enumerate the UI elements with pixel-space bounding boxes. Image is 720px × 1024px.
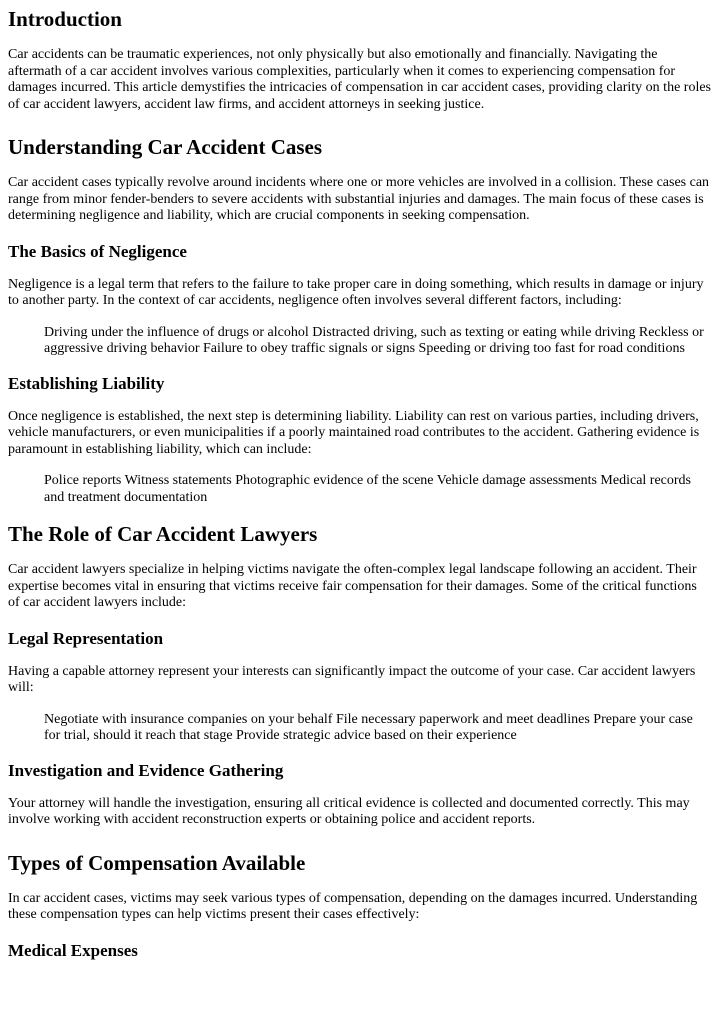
paragraph-understanding-cases: Car accident cases typically revolve around incidents where one or more vehicles are involved in a collision. These cases can range from minor fender-benders to severe accidents with substantial injuries and damages. The main focus of these cases is determining negligence and liability, which are crucial components in seeking compensation.: [8, 175, 710, 223]
paragraph-introduction: Car accidents can be traumatic experiences, not only physically but also emotionally and financially. Navigating the aftermath of a car accident involves various complexities, particularly when it comes to experiencing compensation for damages incurred. This article demystifies the intricacies of compensation in car accident cases, providing clarity on the roles of car accident lawyers, accident law firms, and accident attorneys in seeking justice.: [8, 47, 711, 112]
paragraph-compensation-types: In car accident cases, victims may seek various types of compensation, depending on the damages incurred. Understanding these compensation types can help victims present their cases effectively:: [8, 890, 698, 922]
list-lawyer-duties: Negotiate with insurance companies on your behalf File necessary paperwork and meet deadlines Prepare your case for trial, should it reach that stage Provide strategic advice based on their experience: [44, 711, 693, 743]
heading-introduction: Introduction: [8, 7, 122, 31]
article: [0, 7, 720, 961]
paragraph-lawyers-role: Car accident lawyers specialize in helping victims navigate the often-complex legal landscape following an accident. Their expertise becomes vital in ensuring that victims receive fair compensation for their damages. Some of the critical functions of car accident lawyers include:: [8, 562, 697, 610]
heading-understanding-cases: Understanding Car Accident Cases: [8, 135, 323, 159]
heading-lawyers-role: The Role of Car Accident Lawyers: [8, 522, 318, 546]
heading-compensation-types: Types of Compensation Available: [8, 850, 306, 875]
paragraph-investigation: Your attorney will handle the investigation, ensuring all critical evidence is collected and documented correctly. This may involve working with accident reconstruction experts or obtaining police and accident reports.: [8, 795, 690, 827]
heading-negligence: The Basics of Negligence: [8, 241, 187, 261]
paragraph-legal-representation: Having a capable attorney represent your interests can significantly impact the outcome of your case. Car accident lawyers will:: [8, 663, 696, 695]
list-liability-evidence: Police reports Witness statements Photographic evidence of the scene Vehicle damage assessments Medical records and treatment documentation: [44, 473, 692, 505]
heading-legal-representation: Legal Representation: [8, 628, 164, 648]
heading-investigation: Investigation and Evidence Gathering: [8, 760, 284, 780]
heading-medical-expenses: Medical Expenses: [8, 940, 138, 960]
paragraph-liability: Once negligence is established, the next step is determining liability. Liability can rest on various parties, including drivers, vehicle manufacturers, or even municipalities if a poorly maintained road contributes to the accident. Gathering evidence is paramount in establishing liability, which can include:: [8, 408, 700, 457]
list-negligence-factors: Driving under the influence of drugs or alcohol Distracted driving, such as texting or eating while driving Reckless or aggressive driving behavior Failure to obey traffic signals or signs Speeding or driving too fast for road conditions: [44, 324, 704, 356]
heading-liability: Establishing Liability: [8, 373, 165, 393]
paragraph-negligence: Negligence is a legal term that refers to the failure to take proper care in doing something, which results in damage or injury to another party. In the context of car accidents, negligence often involves several different factors, including:: [8, 276, 704, 308]
